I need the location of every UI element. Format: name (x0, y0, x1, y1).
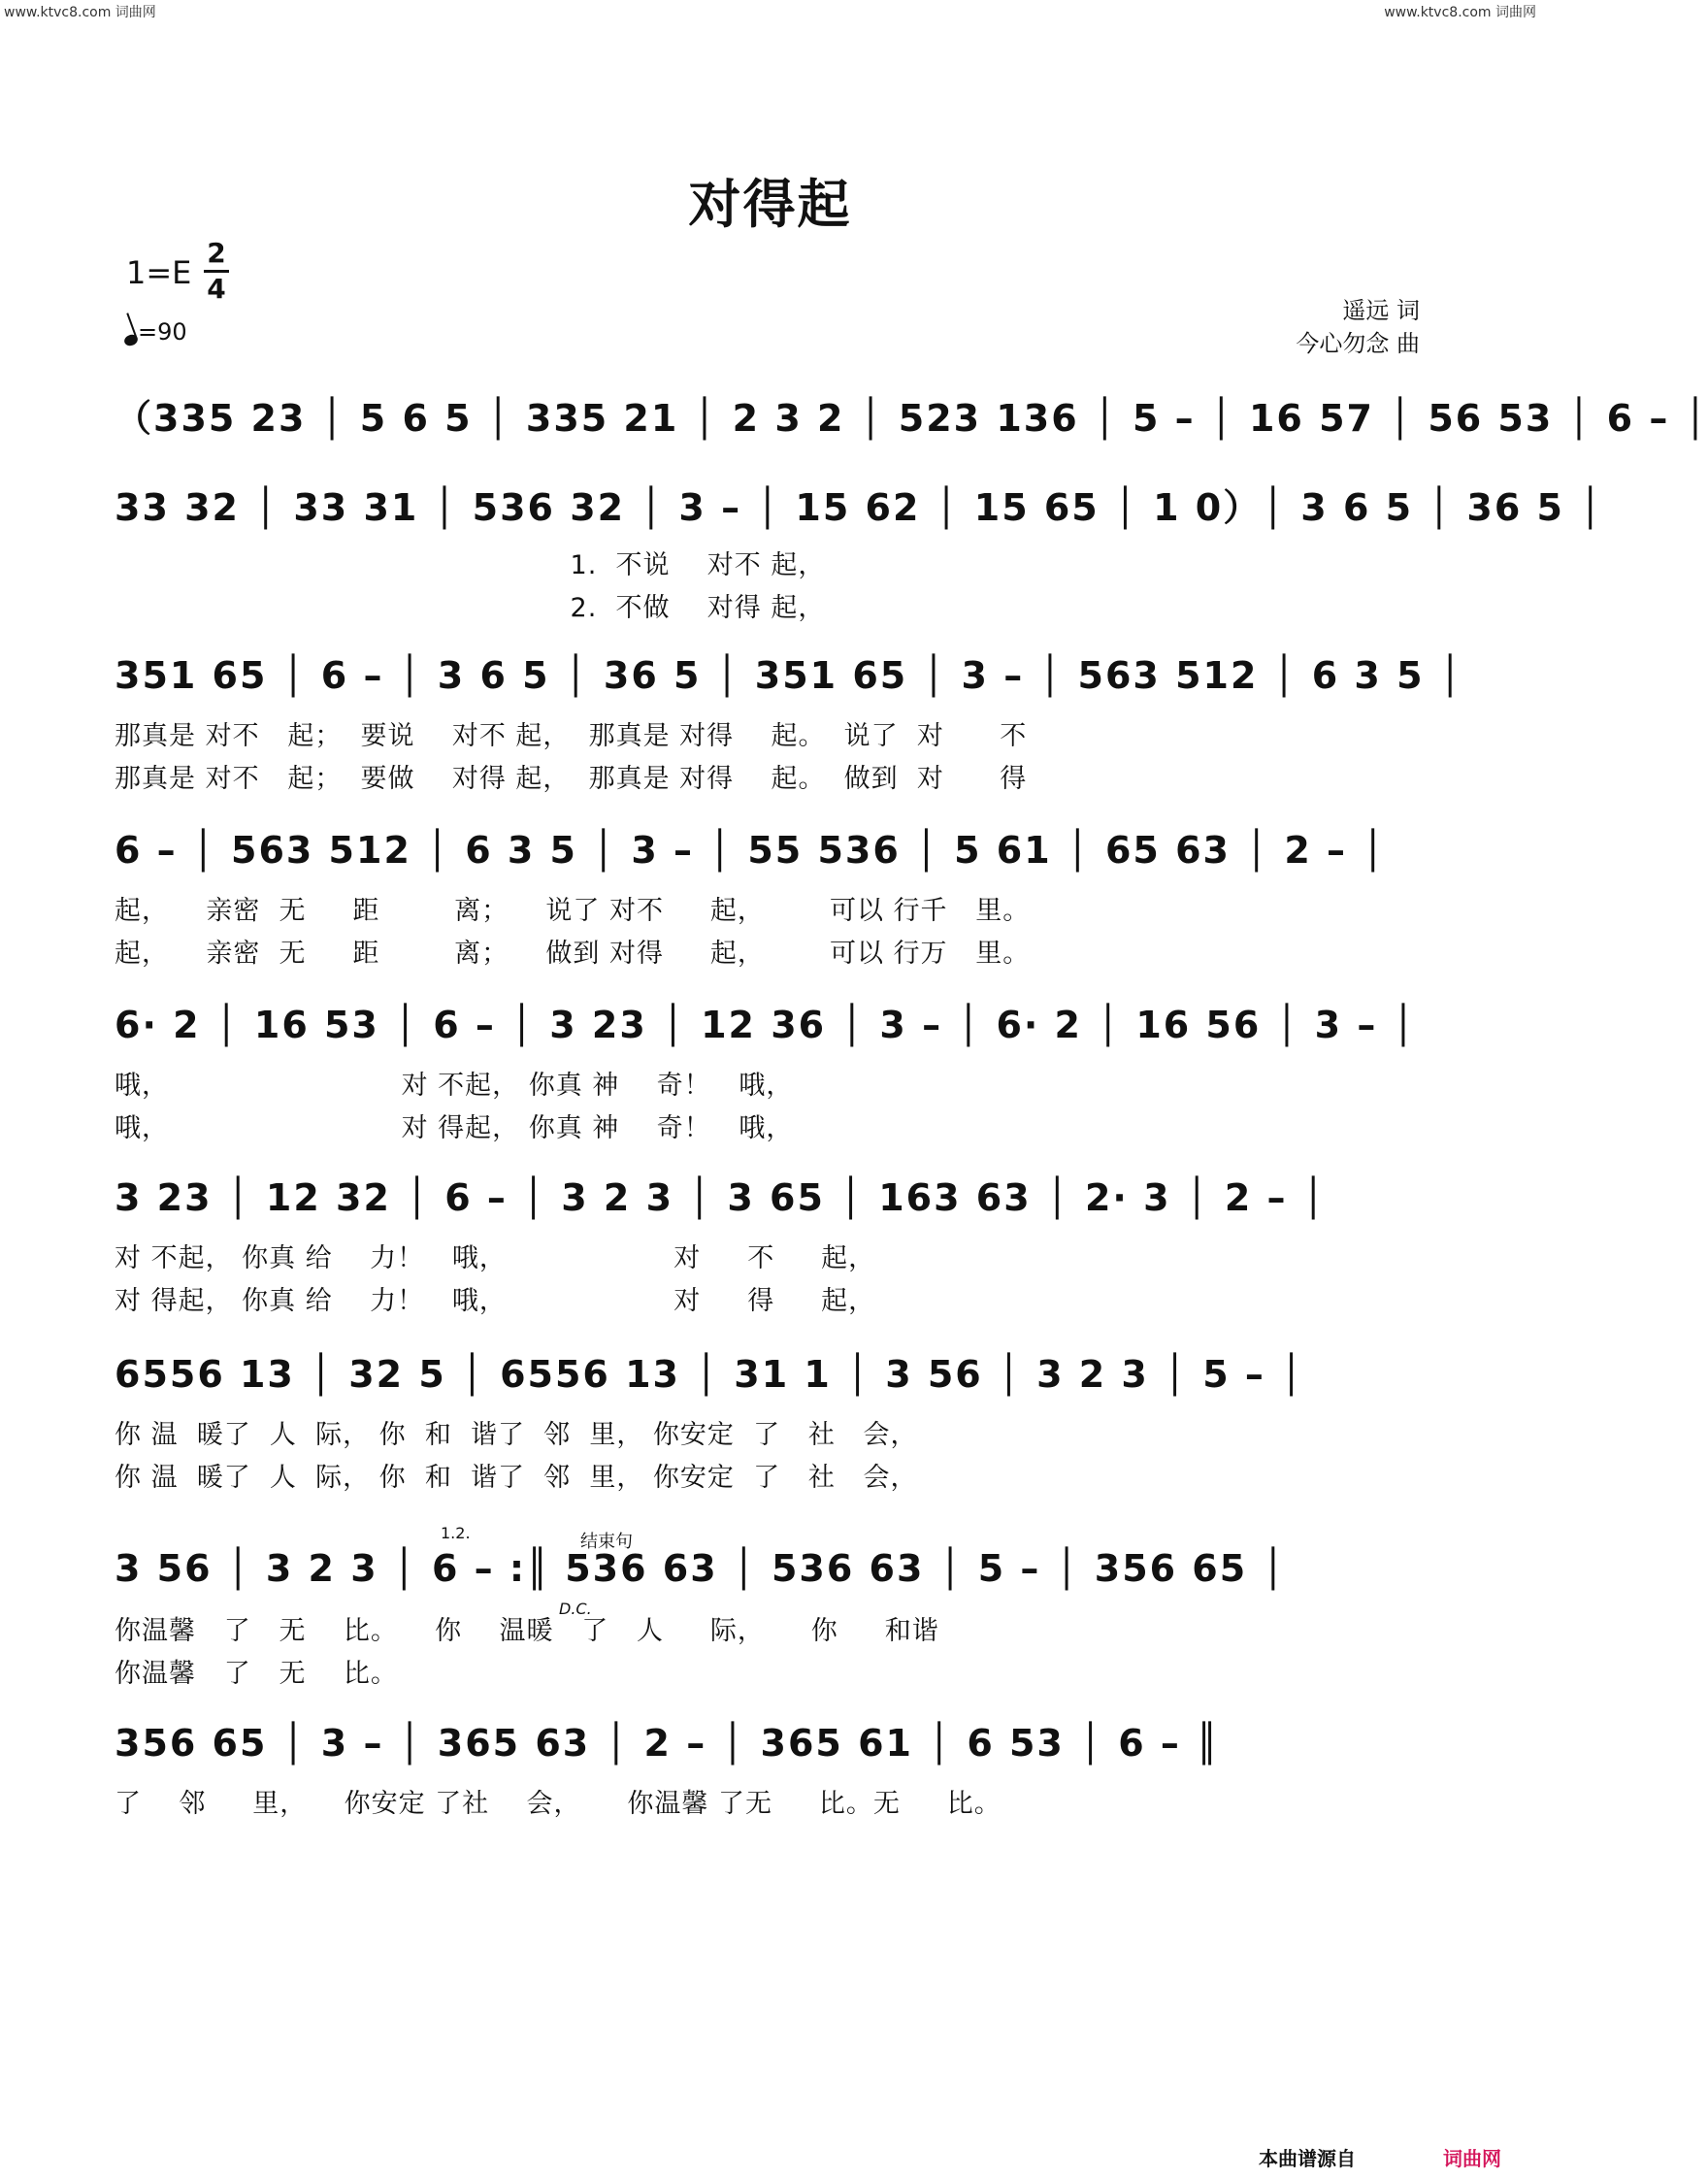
notes-line: 33 32 │ 33 31 │ 536 32 │ 3 – │ 15 62 │ 15 65 │ 1 0）│ 3 6 5 │ 36 5 │ (115, 486, 1604, 529)
composer-credit: 今心勿念 曲 (1296, 330, 1420, 357)
notes-line: 3 23 │ 12 32 │ 6 – │ 3 2 3 │ 3 65 │ 163 63 │ 2· 3 │ 2 – │ (115, 1176, 1327, 1219)
notes-line: （335 23 │ 5 6 5 │ 335 21 │ 2 3 2 │ 523 136 │ 5 – │ 16 57 │ 56 53 │ 6 – │ (115, 397, 1708, 440)
time-signature-bottom: 4 (207, 273, 226, 305)
ending-label: 结束句 (580, 1532, 633, 1552)
lyric-verse-1: 你温馨 了 无 比。 你 温暖 了 人 际， 你 和谐 (115, 1616, 939, 1646)
notes-line: 351 65 │ 6 – │ 3 6 5 │ 36 5 │ 351 65 │ 3 – │ 563 512 │ 6 3 5 │ (115, 654, 1463, 697)
notes-line: 6· 2 │ 16 53 │ 6 – │ 3 23 │ 12 36 │ 3 – │ 6· 2 │ 16 56 │ 3 – │ (115, 1004, 1417, 1046)
lyric-verse-2: 起， 亲密 无 距 离； 做到 对得 起， 可以 行万 里。 (115, 939, 1031, 969)
quarter-note-icon (123, 333, 140, 347)
lyric-verse-2: 哦， 对 得起， 你真 神 奇！ 哦， (115, 1113, 794, 1143)
lyric-verse-2: 你 温 暖了 人 际， 你 和 谐了 邻 里， 你安定 了 社 会， (115, 1463, 918, 1493)
lyric-verse-1: 你 温 暖了 人 际， 你 和 谐了 邻 里， 你安定 了 社 会， (115, 1420, 918, 1450)
time-signature (204, 238, 229, 305)
footer-source: 本曲谱源自 (1259, 2147, 1356, 2170)
lyric-verse-1: 了 邻 里， 你安定 了社 会， 你温馨 了无 比。无 比。 (115, 1789, 1002, 1819)
dc-marking: D.C. (559, 1600, 592, 1618)
lyric-verse-1: 起， 亲密 无 距 离； 说了 对不 起， 可以 行千 里。 (115, 896, 1031, 926)
key-signature: 1=E (126, 254, 192, 291)
lyric-verse-1: 哦， 对 不起， 你真 神 奇！ 哦， (115, 1071, 794, 1101)
lyric-verse-1: 1. 不说 对不 起， (115, 550, 826, 580)
notes-line: 3 56 │ 3 2 3 │ 6 – :║ 536 63 │ 536 63 │ 5 – │ 356 65 │ (115, 1547, 1287, 1590)
tempo-marking (124, 318, 187, 346)
notes-line: 6 – │ 563 512 │ 6 3 5 │ 3 – │ 55 536 │ 5 61 │ 65 63 │ 2 – │ (115, 829, 1387, 872)
song-title: 对得起 (688, 174, 852, 235)
lyricist-credit: 遥远 词 (1342, 297, 1420, 324)
tempo-value: =90 (138, 318, 187, 346)
watermark-left: www.ktvc8.com 词曲网 (4, 5, 156, 20)
watermark-right: www.ktvc8.com 词曲网 (1384, 5, 1536, 20)
lyric-verse-1: 对 不起， 你真 给 力！ 哦， 对 不 起， (115, 1243, 876, 1273)
lyric-verse-2: 你温馨 了 无 比。 (115, 1659, 398, 1689)
lyric-verse-2: 对 得起， 你真 给 力！ 哦， 对 得 起， (115, 1286, 876, 1316)
lyric-verse-2: 那真是 对不 起； 要做 对得 起， 那真是 对得 起。 做到 对 得 (115, 764, 1028, 794)
footer-site-link[interactable]: 词曲网 (1443, 2147, 1501, 2170)
volta-label: 1.2. (441, 1524, 471, 1542)
notes-line: 356 65 │ 3 – │ 365 63 │ 2 – │ 365 61 │ 6 53 │ 6 – ║ (115, 1722, 1220, 1765)
lyric-verse-1: 那真是 对不 起； 要说 对不 起， 那真是 对得 起。 说了 对 不 (115, 721, 1028, 751)
time-signature-top: 2 (207, 237, 226, 269)
lyric-verse-2: 2. 不做 对得 起， (115, 593, 826, 623)
notes-line: 6556 13 │ 32 5 │ 6556 13 │ 31 1 │ 3 56 │ 3 2 3 │ 5 – │ (115, 1353, 1304, 1396)
